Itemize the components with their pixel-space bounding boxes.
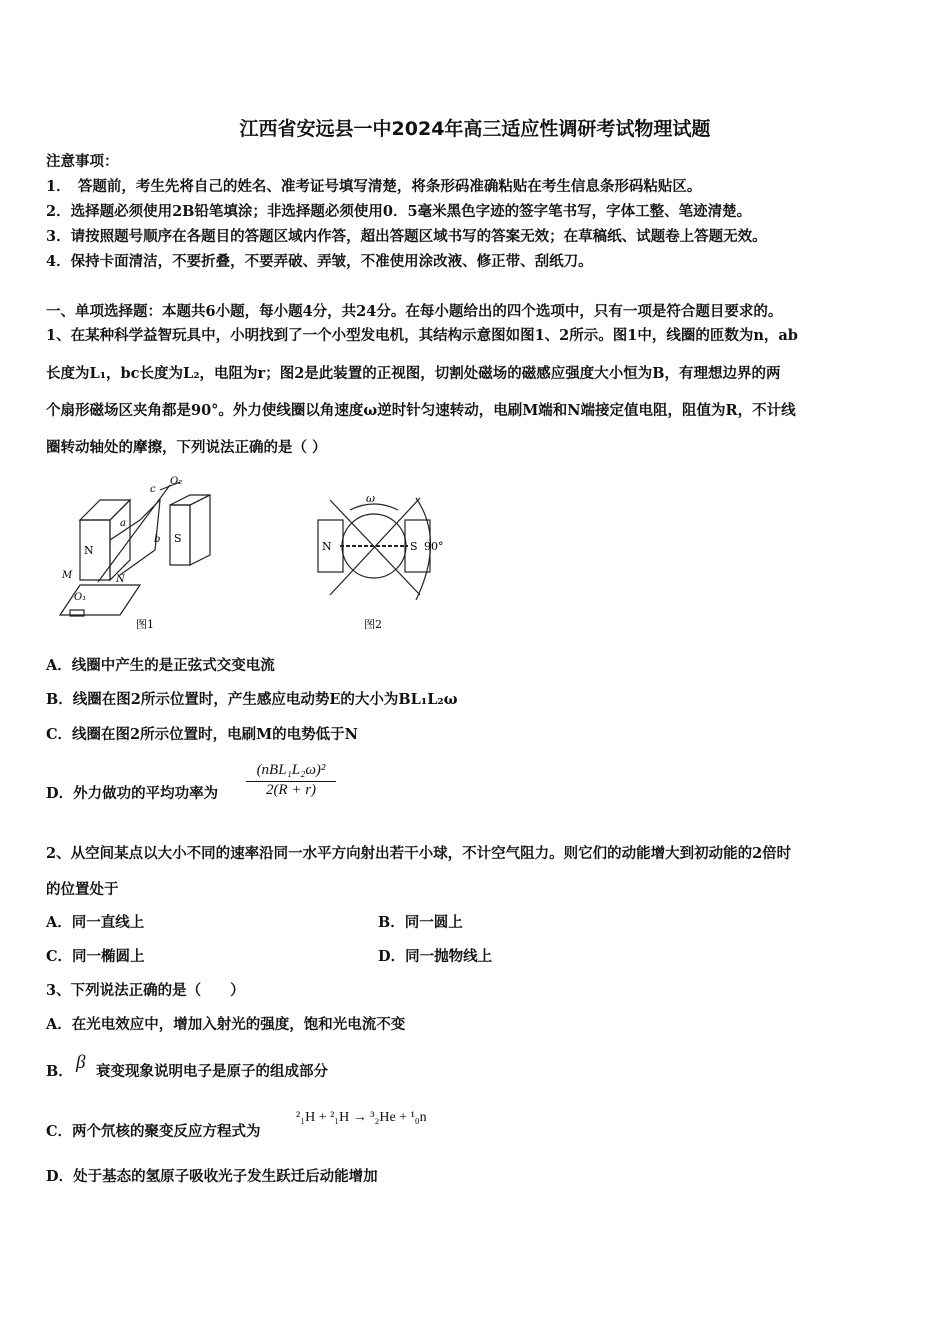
q3-stem: 3、下列说法正确的是（ ）: [46, 982, 245, 999]
q2-option-d: D．同一抛物线上: [378, 948, 493, 965]
fig1-letter-c: c: [150, 484, 156, 495]
q1-option-b: B．线圈在图2所示位置时，产生感应电动势E的大小为BL₁L₂ω: [46, 691, 458, 708]
fig2-letter-S: S: [410, 540, 418, 553]
notice-item-2: 2．选择题必须使用2B铅笔填涂；非选择题必须使用0．5毫米黑色字迹的签字笔书写，字体工整、笔迹清楚。: [46, 203, 752, 220]
fig1-letter-a: a: [120, 518, 126, 529]
fig1-letter-N: N: [84, 544, 94, 557]
fig2-angle: 90°: [424, 540, 444, 553]
section-heading: 一、单项选择题：本题共6小题，每小题4分，共24分。在每小题给出的四个选项中，只有一项是符合题目要求的。: [46, 303, 783, 320]
q1-option-a: A．线圈中产生的是正弦式交变电流: [46, 657, 275, 674]
page-title: 江西省安远县一中2024年高三适应性调研考试物理试题: [239, 118, 711, 140]
q3-option-b: 衰变现象说明电子是原子的组成部分: [96, 1063, 328, 1080]
q1-line-4: 圈转动轴处的摩擦，下列说法正确的是（ ）: [46, 439, 327, 456]
q1-line-2: 长度为L₁，bc长度为L₂，电阻为r；图2是此装置的正视图，切割处磁场的磁感应强度大小恒为B，有理想边界的两: [46, 365, 781, 382]
formula-denominator: 2(R + r): [265, 782, 317, 798]
notice-heading: 注意事项：: [46, 153, 119, 170]
q2-line-2: 的位置处于: [46, 881, 119, 898]
q1-line-3: 个扇形磁场区夹角都是90°。外力使线圈以角速度ω逆时针匀速转动，电刷M端和N端接定值电阻，阻值为R，不计线: [46, 402, 796, 419]
fig1-letter-O2: O₂: [170, 476, 183, 487]
q1-line-1: 1、在某种科学益智玩具中，小明找到了一个小型发电机，其结构示意图如图1、2所示。图1中，线圈的匝数为n，ab: [46, 327, 798, 344]
q3-option-a: A．在光电效应中，增加入射光的强度，饱和光电流不变: [46, 1016, 406, 1033]
q2-option-b: B．同一圆上: [378, 914, 463, 931]
q2-line-1: 2、从空间某点以大小不同的速率沿同一水平方向射出若干小球，不计空气阻力。则它们的动能增大到初动能的2倍时: [46, 845, 792, 862]
fig1-letter-O1: O₁: [74, 592, 87, 603]
q2-option-a: A．同一直线上: [46, 914, 145, 931]
notice-item-1: 1． 答题前，考生先将自己的姓名、准考证号填写清楚，将条形码准确粘贴在考生信息条形码粘贴区。: [46, 178, 702, 195]
power-formula: [246, 762, 336, 799]
fig1-caption: 图1: [136, 618, 154, 631]
fusion-equation: ²₁H + ²₁H → ³₂He + ¹₀n: [296, 1110, 427, 1125]
figure-1: [50, 470, 230, 635]
fig1-letter-M: M: [62, 570, 73, 581]
fig2-letter-N: N: [322, 540, 332, 553]
notice-item-3: 3．请按照题号顺序在各题目的答题区域内作答，超出答题区域书写的答案无效；在草稿纸、试题卷上答题无效。: [46, 228, 767, 245]
formula-numerator: (nBL₁L₂ω)²: [246, 762, 336, 782]
q3-option-d: D．处于基态的氢原子吸收光子发生跃迁后动能增加: [46, 1168, 378, 1185]
q3-option-c: C．两个氘核的聚变反应方程式为: [46, 1123, 261, 1140]
q1-option-d: D．外力做功的平均功率为: [46, 785, 219, 802]
fig1-letter-S: S: [174, 532, 182, 545]
q2-option-c: C．同一椭圆上: [46, 948, 145, 965]
beta-symbol: β: [76, 1052, 86, 1073]
q1-option-c: C．线圈在图2所示位置时，电刷M的电势低于N: [46, 726, 358, 743]
figure-2: [310, 480, 460, 635]
q3-option-b-prefix: B．: [46, 1063, 73, 1080]
fig2-caption: 图2: [364, 618, 382, 631]
fig1-letter-N-brush: N: [116, 574, 125, 585]
notice-item-4: 4．保持卡面清洁，不要折叠，不要弄破、弄皱，不准使用涂改液、修正带、刮纸刀。: [46, 253, 593, 270]
fig1-letter-b: b: [154, 534, 161, 545]
fig2-letter-omega: ω: [366, 492, 375, 505]
